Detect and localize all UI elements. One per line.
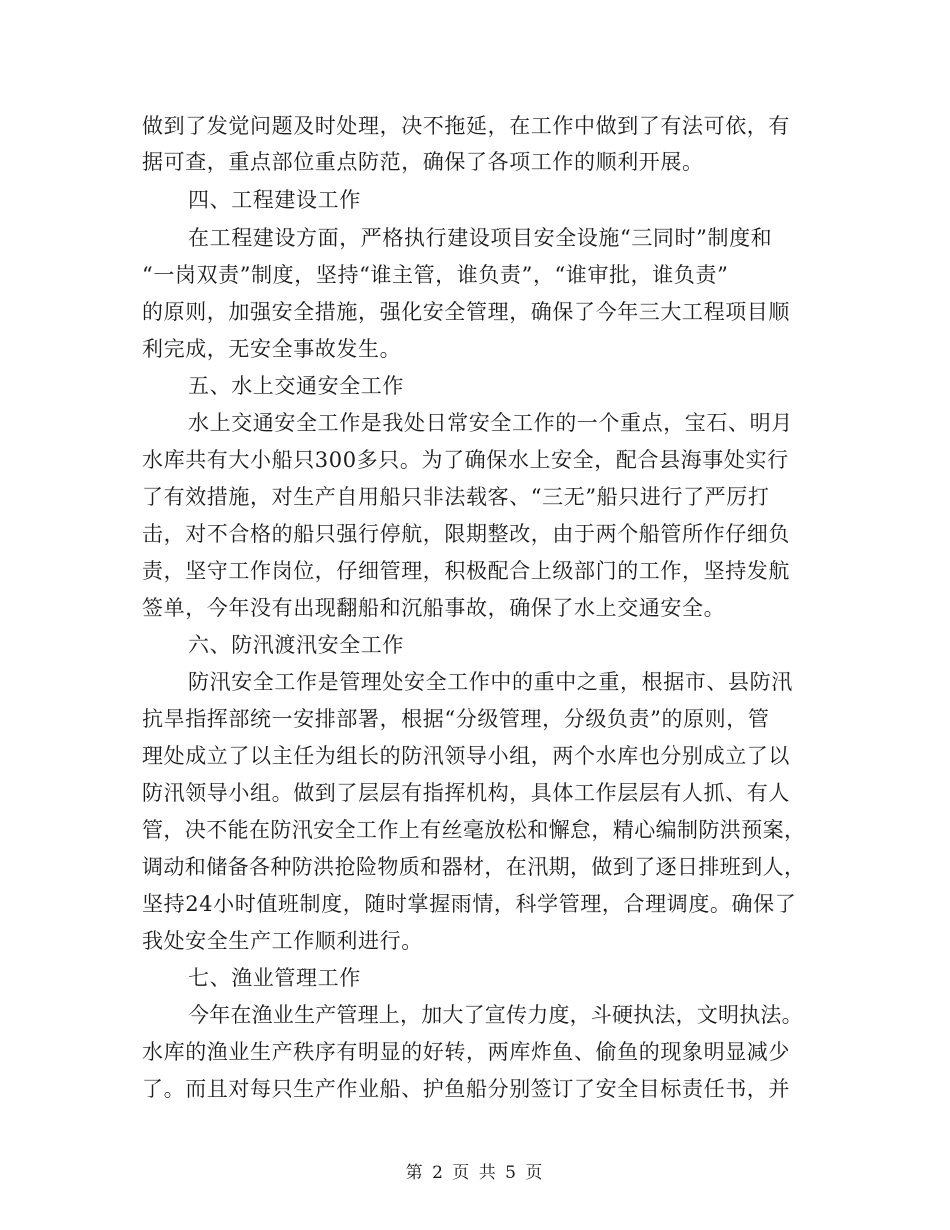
body-line: 的原则，加强安全措施，强化安全管理，确保了今年三大工程项目顺 (142, 300, 790, 324)
body-line: 据可查，重点部位重点防范，确保了各项工作的顺利开展。 (142, 150, 704, 174)
body-line: 调动和储备各种防洪抢险物质和器材，在汛期，做到了逐日排班到人， (142, 855, 806, 879)
body-line: 利完成，无安全事故发生。 (142, 337, 402, 361)
section-heading: 五、水上交通安全工作 (188, 374, 404, 398)
body-line: 抗旱指挥部统一安排部署，根据“分级管理，分级负责”的原则，管 (142, 707, 770, 731)
body-line: “一岗双责”制度，坚持“谁主管，谁负责”，“谁审批，谁负责” (142, 263, 729, 287)
body-line: 防汛领导小组。做到了层层有指挥机构，具体工作层层有人抓、有人 (142, 781, 790, 805)
section-heading: 六、防汛渡汛安全工作 (188, 633, 404, 657)
body-line: 理处成立了以主任为组长的防汛领导小组，两个水库也分别成立了以 (142, 744, 790, 768)
section-heading: 四、工程建设工作 (188, 188, 361, 212)
body-line: 击，对不合格的船只强行停航，限期整改，由于两个船管所作仔细负 (142, 522, 790, 546)
page-number-footer: 第 2 页 共 5 页 (405, 1163, 545, 1183)
paragraph-first-line: 今年在渔业生产管理上，加大了宣传力度，斗硬执法，文明执法。 (188, 1003, 803, 1027)
body-line: 我处安全生产工作顺利进行。 (142, 929, 423, 953)
body-line: 了有效措施，对生产自用船只非法载客、“三无”船只进行了严厉打 (142, 485, 770, 509)
body-line: 水库的渔业生产秩序有明显的好转，两库炸鱼、偷鱼的现象明显减少 (142, 1040, 790, 1064)
body-line: 水库共有大小船只300多只。为了确保水上安全，配合县海事处实行 (142, 448, 789, 472)
body-line: 责，坚守工作岗位，仔细管理，积极配合上级部门的工作，坚持发航 (142, 559, 790, 583)
body-line: 坚持24小时值班制度，随时掌握雨情，科学管理，合理调度。确保了 (142, 892, 797, 916)
paragraph-first-line: 防汛安全工作是管理处安全工作中的重中之重，根据市、县防汛 (188, 670, 793, 694)
body-line: 签单，今年没有出现翻船和沉船事故，确保了水上交通安全。 (142, 596, 726, 620)
paragraph-first-line: 在工程建设方面，严格执行建设项目安全设施“三同时”制度和 (188, 226, 773, 250)
paragraph-first-line: 水上交通安全工作是我处日常安全工作的一个重点，宝石、明月 (188, 411, 793, 435)
section-heading: 七、渔业管理工作 (188, 966, 361, 990)
body-line: 了。而且对每只生产作业船、护鱼船分别签订了安全目标责任书，并 (142, 1077, 790, 1101)
body-line: 做到了发觉问题及时处理，决不拖延，在工作中做到了有法可依，有 (142, 114, 790, 138)
body-line: 管，决不能在防汛安全工作上有丝毫放松和懈怠，精心编制防洪预案， (142, 818, 806, 842)
